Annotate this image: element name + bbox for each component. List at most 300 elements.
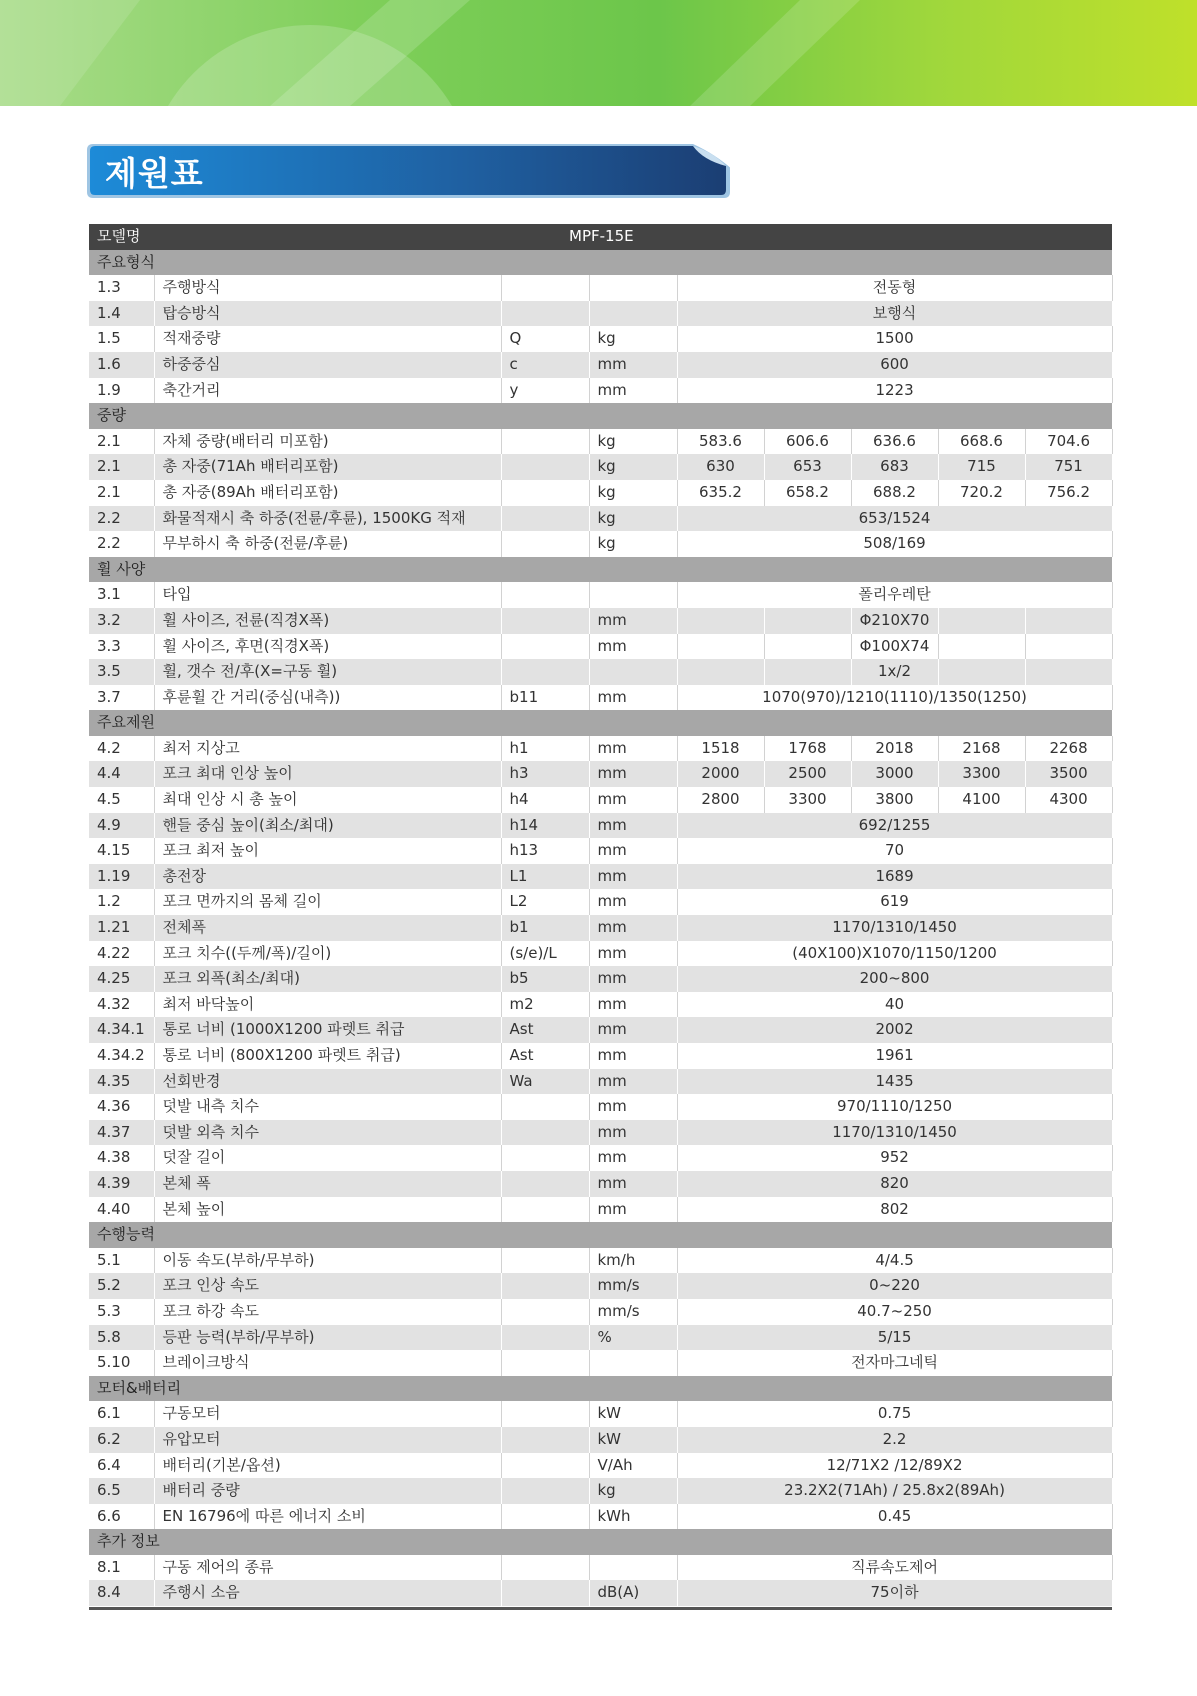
section-header-row <box>89 1222 1112 1248</box>
section-header-row <box>89 1376 1112 1402</box>
table-row <box>89 889 1112 915</box>
item-number: 4.35 <box>89 1069 154 1095</box>
item-value: 75이하 <box>677 1580 1112 1606</box>
item-number: 2.2 <box>89 531 154 557</box>
item-number: 5.2 <box>89 1273 154 1299</box>
model-label: 모델명 <box>89 224 154 250</box>
table-row <box>89 1350 1112 1376</box>
item-value: 692/1255 <box>677 813 1112 839</box>
item-unit: mm <box>589 966 677 992</box>
table-row <box>89 736 1112 762</box>
item-unit: mm <box>589 634 677 660</box>
table-row <box>89 1171 1112 1197</box>
table-row <box>89 582 1112 608</box>
item-symbol <box>501 1555 589 1581</box>
item-symbol <box>501 1350 589 1376</box>
item-value: 952 <box>677 1145 1112 1171</box>
item-symbol <box>501 301 589 327</box>
item-number: 4.15 <box>89 838 154 864</box>
table-row <box>89 992 1112 1018</box>
item-unit: mm <box>589 915 677 941</box>
item-symbol <box>501 1299 589 1325</box>
item-value: 1961 <box>677 1043 1112 1069</box>
item-number: 1.3 <box>89 275 154 301</box>
item-value: 1518 <box>677 736 764 762</box>
section-header-row <box>89 710 1112 736</box>
table-row <box>89 531 1112 557</box>
item-symbol <box>501 1580 589 1606</box>
item-unit: kg <box>589 506 677 532</box>
item-symbol <box>501 275 589 301</box>
item-number: 8.4 <box>89 1580 154 1606</box>
item-unit: mm <box>589 736 677 762</box>
item-symbol <box>501 1504 589 1530</box>
item-number: 4.40 <box>89 1197 154 1223</box>
item-number: 5.10 <box>89 1350 154 1376</box>
item-value <box>1025 634 1112 660</box>
item-unit: mm <box>589 941 677 967</box>
item-unit: km/h <box>589 1248 677 1274</box>
table-row <box>89 480 1112 506</box>
item-number: 1.5 <box>89 326 154 352</box>
item-name: 핸들 중심 높이(최소/최대) <box>154 813 501 839</box>
item-value: 4/4.5 <box>677 1248 1112 1274</box>
item-value: 40 <box>677 992 1112 1018</box>
item-value: 0.45 <box>677 1504 1112 1530</box>
item-symbol: y <box>501 378 589 404</box>
section-label: 추가 정보 <box>89 1529 1112 1555</box>
item-value: 630 <box>677 454 764 480</box>
section-label: 휠 사양 <box>89 557 1112 583</box>
item-value: Φ100X74 <box>851 634 938 660</box>
item-value: 704.6 <box>1025 429 1112 455</box>
item-value: 600 <box>677 352 1112 378</box>
table-row <box>89 1555 1112 1581</box>
item-number: 3.5 <box>89 659 154 685</box>
item-symbol: h14 <box>501 813 589 839</box>
item-value: 1435 <box>677 1069 1112 1095</box>
item-name: 덧발 외측 치수 <box>154 1120 501 1146</box>
item-symbol: Ast <box>501 1017 589 1043</box>
item-unit <box>589 301 677 327</box>
item-name: 최저 지상고 <box>154 736 501 762</box>
item-name: 탑승방식 <box>154 301 501 327</box>
item-value: 200~800 <box>677 966 1112 992</box>
item-name: 주행시 소음 <box>154 1580 501 1606</box>
item-name: 배터리 중량 <box>154 1478 501 1504</box>
item-unit: mm <box>589 787 677 813</box>
item-name: EN 16796에 따른 에너지 소비 <box>154 1504 501 1530</box>
item-number: 6.5 <box>89 1478 154 1504</box>
item-symbol: h13 <box>501 838 589 864</box>
item-number: 3.2 <box>89 608 154 634</box>
item-value: 751 <box>1025 454 1112 480</box>
item-number: 2.1 <box>89 454 154 480</box>
section-header-row <box>89 557 1112 583</box>
item-name: 무부하시 축 하중(전륜/후륜) <box>154 531 501 557</box>
section-label: 중량 <box>89 403 1112 429</box>
item-number: 6.4 <box>89 1453 154 1479</box>
table-row <box>89 634 1112 660</box>
item-value: 683 <box>851 454 938 480</box>
item-number: 1.19 <box>89 864 154 890</box>
item-value: 668.6 <box>938 429 1025 455</box>
table-row <box>89 326 1112 352</box>
item-symbol: h3 <box>501 761 589 787</box>
item-number: 2.1 <box>89 480 154 506</box>
item-name: 축간거리 <box>154 378 501 404</box>
item-symbol <box>501 429 589 455</box>
item-unit: V/Ah <box>589 1453 677 1479</box>
item-symbol: h4 <box>501 787 589 813</box>
item-symbol <box>501 1094 589 1120</box>
item-value: 2800 <box>677 787 764 813</box>
item-name: 포크 면까지의 몸체 길이 <box>154 889 501 915</box>
item-value: 715 <box>938 454 1025 480</box>
item-symbol <box>501 454 589 480</box>
item-value <box>764 659 851 685</box>
item-unit: kW <box>589 1427 677 1453</box>
item-symbol: L1 <box>501 864 589 890</box>
item-name: 덧발 내측 치수 <box>154 1094 501 1120</box>
item-symbol: m2 <box>501 992 589 1018</box>
item-name: 최저 바닥높이 <box>154 992 501 1018</box>
page-title: 제원표 <box>105 154 204 193</box>
item-unit: mm <box>589 761 677 787</box>
item-unit: mm <box>589 889 677 915</box>
item-number: 6.2 <box>89 1427 154 1453</box>
table-row <box>89 1427 1112 1453</box>
section-label: 모터&배터리 <box>89 1376 1112 1402</box>
item-unit: mm/s <box>589 1299 677 1325</box>
spec-table-body <box>89 224 1112 1606</box>
item-symbol <box>501 1197 589 1223</box>
item-value: 3800 <box>851 787 938 813</box>
table-row <box>89 1069 1112 1095</box>
item-number: 2.1 <box>89 429 154 455</box>
item-value: 756.2 <box>1025 480 1112 506</box>
item-number: 1.4 <box>89 301 154 327</box>
item-unit <box>589 582 677 608</box>
item-number: 4.36 <box>89 1094 154 1120</box>
item-symbol <box>501 582 589 608</box>
item-name: 휠 사이즈, 후면(직경X폭) <box>154 634 501 660</box>
item-number: 4.2 <box>89 736 154 762</box>
table-row <box>89 1094 1112 1120</box>
table-row <box>89 1273 1112 1299</box>
item-unit: kWh <box>589 1504 677 1530</box>
item-value <box>764 634 851 660</box>
table-row <box>89 761 1112 787</box>
item-name: 휠, 갯수 전/후(X=구동 휠) <box>154 659 501 685</box>
item-value: 2268 <box>1025 736 1112 762</box>
item-value <box>938 634 1025 660</box>
table-row <box>89 966 1112 992</box>
table-bottom-rule <box>89 1607 1112 1610</box>
top-banner <box>0 0 1197 106</box>
item-value: 4300 <box>1025 787 1112 813</box>
item-name: 포크 하강 속도 <box>154 1299 501 1325</box>
item-unit: mm <box>589 992 677 1018</box>
table-row <box>89 301 1112 327</box>
item-number: 4.22 <box>89 941 154 967</box>
item-name: 주행방식 <box>154 275 501 301</box>
item-name: 구동 제어의 종류 <box>154 1555 501 1581</box>
item-symbol <box>501 1273 589 1299</box>
item-number: 1.9 <box>89 378 154 404</box>
item-value: 653/1524 <box>677 506 1112 532</box>
item-unit: mm <box>589 1094 677 1120</box>
item-name: 덧잘 길이 <box>154 1145 501 1171</box>
item-symbol <box>501 1401 589 1427</box>
item-value: 1500 <box>677 326 1112 352</box>
item-symbol: Ast <box>501 1043 589 1069</box>
table-row <box>89 1197 1112 1223</box>
item-unit: mm/s <box>589 1273 677 1299</box>
item-symbol: b1 <box>501 915 589 941</box>
item-symbol <box>501 480 589 506</box>
item-unit: mm <box>589 378 677 404</box>
item-symbol <box>501 506 589 532</box>
item-value: 전자마그네틱 <box>677 1350 1112 1376</box>
item-symbol <box>501 608 589 634</box>
table-row <box>89 608 1112 634</box>
section-header-row <box>89 403 1112 429</box>
item-unit: mm <box>589 608 677 634</box>
item-symbol: (s/e)/L <box>501 941 589 967</box>
item-value: 1170/1310/1450 <box>677 1120 1112 1146</box>
banner-decoration <box>0 0 1197 106</box>
item-value: 12/71X2 /12/89X2 <box>677 1453 1112 1479</box>
table-row <box>89 1043 1112 1069</box>
table-row <box>89 659 1112 685</box>
item-name: 전체폭 <box>154 915 501 941</box>
item-value: 2002 <box>677 1017 1112 1043</box>
item-name: 브레이크방식 <box>154 1350 501 1376</box>
item-unit: dB(A) <box>589 1580 677 1606</box>
item-name: 총 자중(89Ah 배터리포함) <box>154 480 501 506</box>
item-number: 5.3 <box>89 1299 154 1325</box>
item-name: 하중중심 <box>154 352 501 378</box>
item-name: 본체 폭 <box>154 1171 501 1197</box>
item-value: 619 <box>677 889 1112 915</box>
item-name: 포크 인상 속도 <box>154 1273 501 1299</box>
item-number: 4.34.1 <box>89 1017 154 1043</box>
table-row <box>89 506 1112 532</box>
table-row <box>89 685 1112 711</box>
item-name: 통로 너비 (800X1200 파렛트 취급) <box>154 1043 501 1069</box>
item-value: 23.2X2(71Ah) / 25.8x2(89Ah) <box>677 1478 1112 1504</box>
item-unit: % <box>589 1325 677 1351</box>
item-number: 4.38 <box>89 1145 154 1171</box>
item-number: 4.37 <box>89 1120 154 1146</box>
table-row <box>89 1325 1112 1351</box>
item-value: 1170/1310/1450 <box>677 915 1112 941</box>
item-number: 5.8 <box>89 1325 154 1351</box>
item-name: 적재중량 <box>154 326 501 352</box>
item-symbol: c <box>501 352 589 378</box>
item-value: 688.2 <box>851 480 938 506</box>
item-value: 2500 <box>764 761 851 787</box>
table-row <box>89 813 1112 839</box>
table-row <box>89 1453 1112 1479</box>
item-name: 본체 높이 <box>154 1197 501 1223</box>
item-value: 1070(970)/1210(1110)/1350(1250) <box>677 685 1112 711</box>
item-unit <box>589 659 677 685</box>
section-label: 주요형식 <box>89 250 1112 276</box>
item-value <box>938 608 1025 634</box>
item-name: 등판 능력(부하/무부하) <box>154 1325 501 1351</box>
item-unit: kg <box>589 1478 677 1504</box>
item-symbol: Q <box>501 326 589 352</box>
item-number: 3.1 <box>89 582 154 608</box>
item-value: 5/15 <box>677 1325 1112 1351</box>
item-number: 4.4 <box>89 761 154 787</box>
item-value <box>764 608 851 634</box>
item-value: 폴리우레탄 <box>677 582 1112 608</box>
item-number: 3.7 <box>89 685 154 711</box>
table-row <box>89 1580 1112 1606</box>
item-name: 배터리(기본/옵션) <box>154 1453 501 1479</box>
item-value: 970/1110/1250 <box>677 1094 1112 1120</box>
item-number: 2.2 <box>89 506 154 532</box>
table-row <box>89 352 1112 378</box>
item-value: 2000 <box>677 761 764 787</box>
item-value: 직류속도제어 <box>677 1555 1112 1581</box>
table-row <box>89 1478 1112 1504</box>
item-name: 총 자중(71Ah 배터리포함) <box>154 454 501 480</box>
item-name: 총전장 <box>154 864 501 890</box>
item-value: 508/169 <box>677 531 1112 557</box>
item-value: 4100 <box>938 787 1025 813</box>
table-row <box>89 864 1112 890</box>
item-unit <box>589 1555 677 1581</box>
item-unit <box>589 275 677 301</box>
item-symbol <box>501 659 589 685</box>
item-value: 720.2 <box>938 480 1025 506</box>
table-row <box>89 1299 1112 1325</box>
item-value <box>677 659 764 685</box>
item-value: (40X100)X1070/1150/1200 <box>677 941 1112 967</box>
item-symbol: Wa <box>501 1069 589 1095</box>
item-unit: mm <box>589 813 677 839</box>
item-name: 최대 인상 시 총 높이 <box>154 787 501 813</box>
item-name: 구동모터 <box>154 1401 501 1427</box>
item-number: 6.6 <box>89 1504 154 1530</box>
item-number: 4.5 <box>89 787 154 813</box>
section-title-banner <box>85 142 733 200</box>
item-number: 3.3 <box>89 634 154 660</box>
item-number: 4.9 <box>89 813 154 839</box>
item-unit: mm <box>589 1197 677 1223</box>
item-number: 5.1 <box>89 1248 154 1274</box>
item-name: 유압모터 <box>154 1427 501 1453</box>
item-symbol <box>501 1145 589 1171</box>
item-value: 820 <box>677 1171 1112 1197</box>
item-name: 휠 사이즈, 전륜(직경X폭) <box>154 608 501 634</box>
item-value: 40.7~250 <box>677 1299 1112 1325</box>
item-name: 포크 외폭(최소/최대) <box>154 966 501 992</box>
item-unit <box>589 1350 677 1376</box>
item-unit: mm <box>589 352 677 378</box>
item-unit: mm <box>589 685 677 711</box>
item-value: 1768 <box>764 736 851 762</box>
item-value <box>1025 659 1112 685</box>
item-value: 583.6 <box>677 429 764 455</box>
item-unit: kW <box>589 1401 677 1427</box>
item-unit: kg <box>589 326 677 352</box>
item-unit: mm <box>589 1120 677 1146</box>
item-value <box>677 608 764 634</box>
item-name: 포크 최저 높이 <box>154 838 501 864</box>
table-row <box>89 787 1112 813</box>
item-unit: mm <box>589 1069 677 1095</box>
item-unit: kg <box>589 454 677 480</box>
spec-table <box>89 224 1113 1606</box>
item-number: 6.1 <box>89 1401 154 1427</box>
section-header-row <box>89 250 1112 276</box>
item-unit: mm <box>589 838 677 864</box>
item-value: 1689 <box>677 864 1112 890</box>
table-header-row <box>89 224 1112 250</box>
item-value: 653 <box>764 454 851 480</box>
table-row <box>89 378 1112 404</box>
table-row <box>89 1017 1112 1043</box>
item-symbol <box>501 1171 589 1197</box>
table-row <box>89 454 1112 480</box>
item-number: 1.6 <box>89 352 154 378</box>
item-value: 3300 <box>938 761 1025 787</box>
item-unit: kg <box>589 480 677 506</box>
item-number: 1.21 <box>89 915 154 941</box>
item-value: 2018 <box>851 736 938 762</box>
item-value: 2168 <box>938 736 1025 762</box>
item-value: 636.6 <box>851 429 938 455</box>
table-row <box>89 1504 1112 1530</box>
table-row <box>89 275 1112 301</box>
item-name: 통로 너비 (1000X1200 파렛트 취급 <box>154 1017 501 1043</box>
item-value: 0~220 <box>677 1273 1112 1299</box>
table-row <box>89 838 1112 864</box>
item-value: 635.2 <box>677 480 764 506</box>
item-value: 3000 <box>851 761 938 787</box>
item-symbol: L2 <box>501 889 589 915</box>
item-value: 606.6 <box>764 429 851 455</box>
item-unit: mm <box>589 1171 677 1197</box>
table-row <box>89 941 1112 967</box>
item-symbol <box>501 1427 589 1453</box>
item-name: 화물적재시 축 하중(전륜/후륜), 1500KG 적재 <box>154 506 501 532</box>
item-number: 8.1 <box>89 1555 154 1581</box>
item-value: 802 <box>677 1197 1112 1223</box>
item-value: 0.75 <box>677 1401 1112 1427</box>
item-name: 포크 최대 인상 높이 <box>154 761 501 787</box>
item-value <box>677 634 764 660</box>
item-unit: kg <box>589 429 677 455</box>
item-symbol: b11 <box>501 685 589 711</box>
item-value <box>938 659 1025 685</box>
item-unit: mm <box>589 1017 677 1043</box>
item-symbol <box>501 1453 589 1479</box>
item-number: 4.25 <box>89 966 154 992</box>
item-symbol <box>501 1248 589 1274</box>
item-name: 자체 중량(배터리 미포함) <box>154 429 501 455</box>
item-value: Φ210X70 <box>851 608 938 634</box>
item-number: 1.2 <box>89 889 154 915</box>
item-number: 4.34.2 <box>89 1043 154 1069</box>
item-symbol <box>501 1478 589 1504</box>
item-name: 포크 치수((두께/폭)/길이) <box>154 941 501 967</box>
